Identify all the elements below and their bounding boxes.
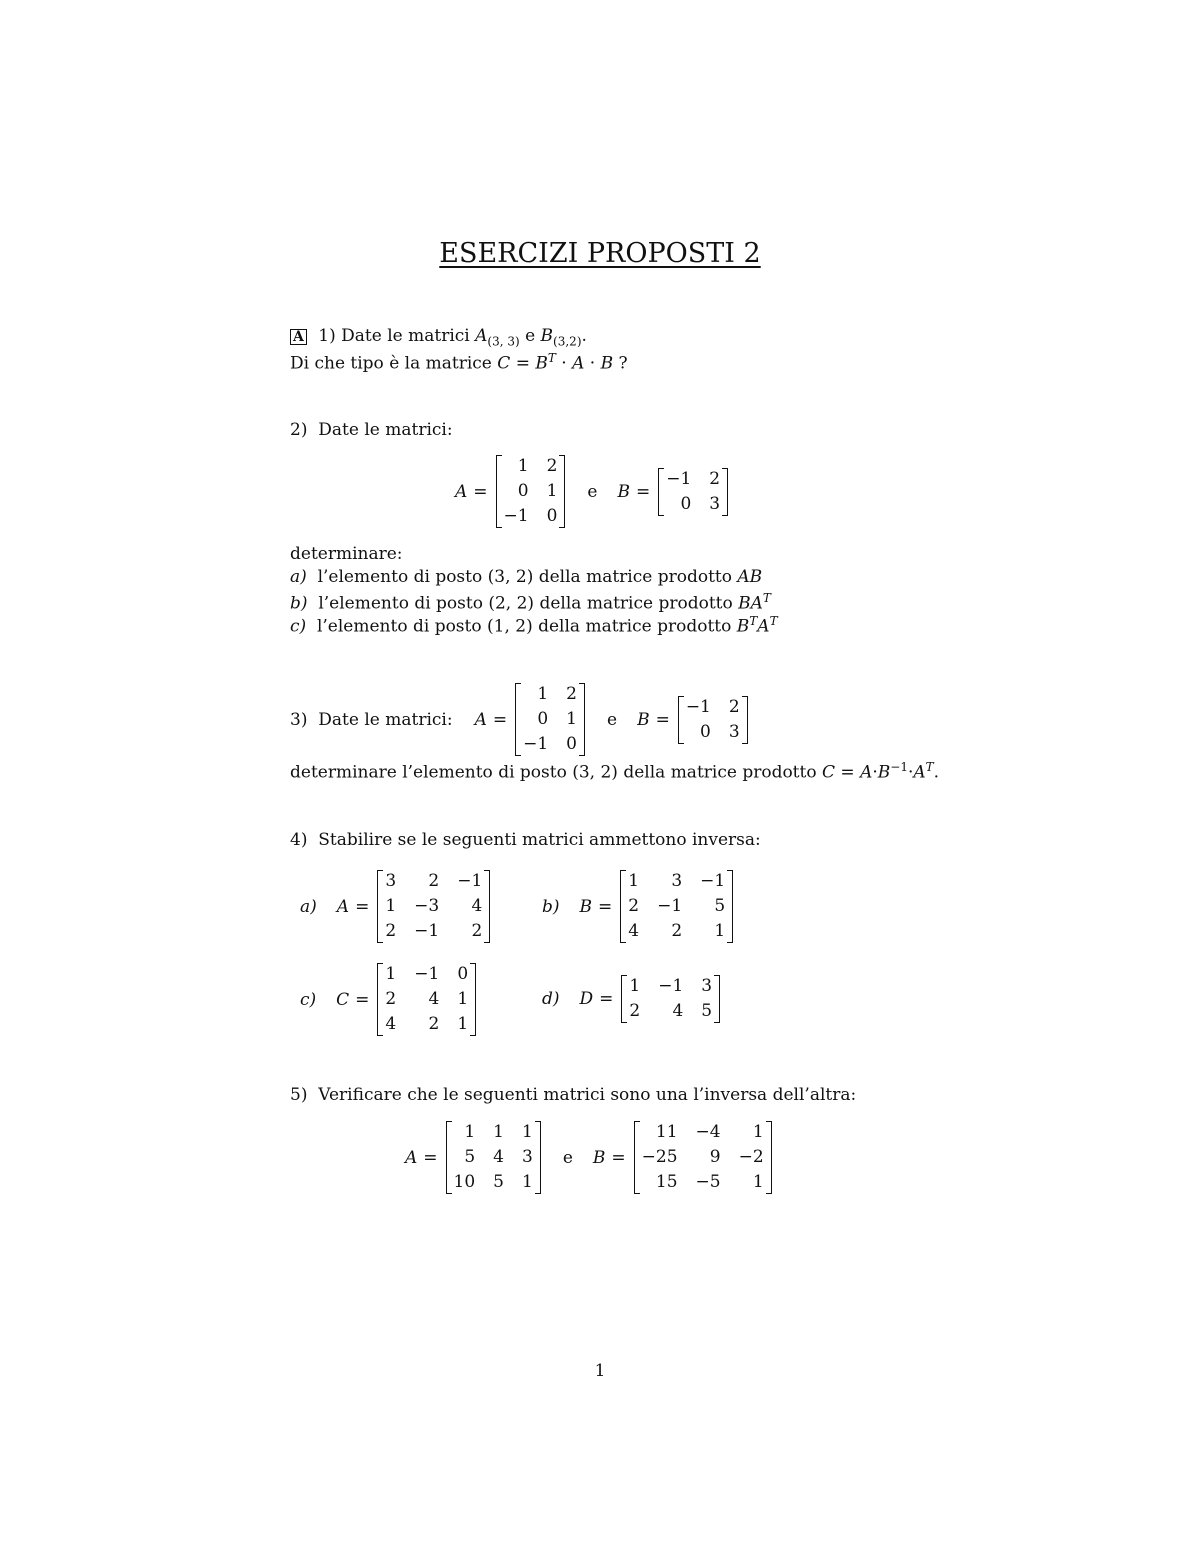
matrix-a: 3 2 −1 1 −3 4 2 −1 2	[377, 870, 490, 943]
exercise-1-line-2: Di che tipo è la matrice $C = B^T \cdot A \cdot B$ ?	[290, 351, 628, 374]
matrix-d: 1 −1 3 2 4 5	[621, 975, 720, 1023]
matrix-b: −1 2 0 3	[678, 696, 748, 744]
matrix-b: 1 3 −1 2 −1 5 4 2 1	[620, 870, 733, 943]
exercise-4-matrix-c: c) C = 1 −1 0 2 4 1 4 2 1	[300, 963, 478, 1036]
matrix-c: 1 −1 0 2 4 1 4 2 1	[377, 963, 476, 1036]
exercise-2-item-b: b) l’elemento di posto (2, 2) della matrice prodotto $BA^T$	[290, 591, 771, 614]
exercise-3-matrices: 3) Date le matrici: A = 1 2 0 1 −1 0 e B = −1 2 0 3	[290, 683, 750, 756]
page-number: 1	[594, 1361, 606, 1381]
exercise-2-intro: 2) Date le matrici:	[290, 420, 453, 440]
exercise-2-matrices: A = 1 2 0 1 −1 0 e B = −1 2 0 3	[455, 455, 730, 528]
exercise-4-intro: 4) Stabilire se le seguenti matrici ammettono inversa:	[290, 830, 761, 850]
exercise-1-line-1: A 1) Date le matrici $A_{(3, 3)}$ e $B_{(3,2)}$.	[290, 326, 587, 348]
matrix-a: 1 2 0 1 −1 0	[515, 683, 585, 756]
matrix-a: 1 1 1 5 4 3 10 5 1	[446, 1121, 541, 1194]
matrix-b: −1 2 0 3	[658, 468, 728, 516]
page-title: ESERCIZI PROPOSTI 2	[439, 238, 761, 269]
exercise-4-matrix-a: a) A = 3 2 −1 1 −3 4 2 −1 2	[300, 870, 492, 943]
exercise-5-intro: 5) Verificare che le seguenti matrici sono una l’inversa dell’altra:	[290, 1085, 857, 1105]
exercise-badge: A	[290, 329, 307, 345]
exercise-2-item-a: a) l’elemento di posto (3, 2) della matrice prodotto AB	[290, 567, 763, 587]
exercise-number: 1)	[318, 326, 336, 346]
exercise-5-matrices: A = 1 1 1 5 4 3 10 5 1 e B = 11 −4 1 −25 9 −2 15 −5 1	[405, 1121, 774, 1194]
matrix-a: 1 2 0 1 −1 0	[496, 455, 566, 528]
matrix-b: 11 −4 1 −25 9 −2 15 −5 1	[634, 1121, 772, 1194]
exercise-4-matrix-d: d) D = 1 −1 3 2 4 5	[542, 975, 722, 1023]
exercise-2-determinare: determinare:	[290, 544, 403, 564]
exercise-3-text: determinare l’elemento di posto (3, 2) della matrice prodotto $C = A\cdot B^{-1}\cdot A^T$.	[290, 760, 940, 783]
exercise-2-item-c: c) l’elemento di posto (1, 2) della matrice prodotto $B^TA^T$	[290, 614, 778, 637]
exercise-4-matrix-b: b) B = 1 3 −1 2 −1 5 4 2 1	[542, 870, 735, 943]
